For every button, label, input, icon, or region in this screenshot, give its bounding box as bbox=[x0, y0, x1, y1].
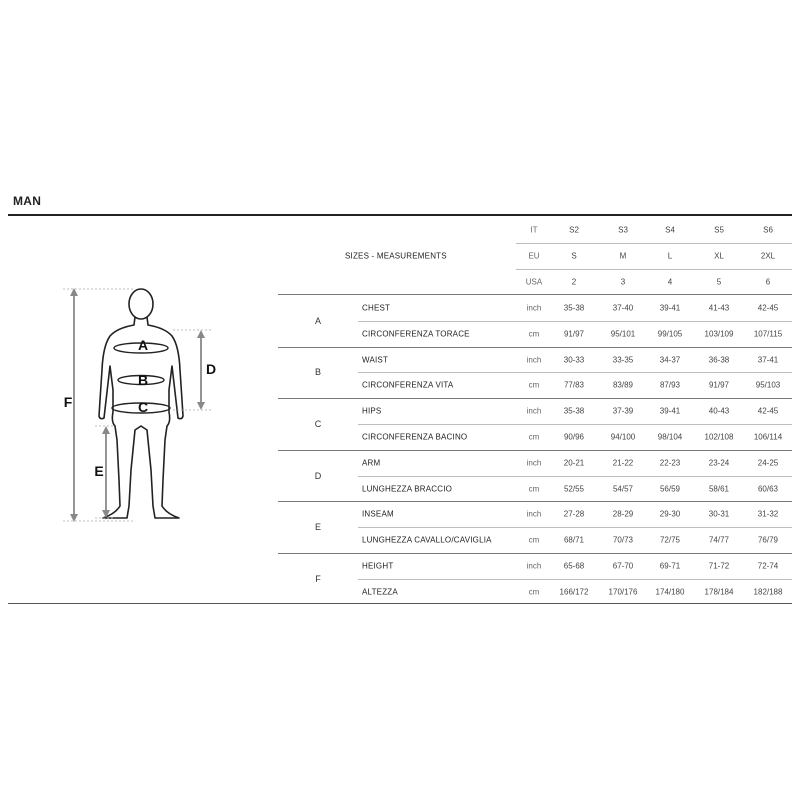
measurement-label: HEIGHT bbox=[362, 561, 394, 571]
unit-label: inch bbox=[526, 458, 542, 468]
page-title: MAN bbox=[13, 194, 42, 208]
size-header-cell: 3 bbox=[620, 277, 626, 287]
measurement-value: 95/101 bbox=[610, 329, 636, 339]
measurement-value: 40-43 bbox=[708, 406, 730, 416]
measurement-value: 65-68 bbox=[563, 561, 585, 571]
unit-label: inch bbox=[526, 303, 542, 313]
measurement-value: 166/172 bbox=[559, 587, 589, 597]
group-divider bbox=[278, 501, 792, 502]
size-header-cell: S2 bbox=[569, 225, 579, 235]
size-system-label: IT bbox=[530, 225, 538, 235]
measurement-value: 102/108 bbox=[704, 432, 734, 442]
measurement-value: 41-43 bbox=[708, 303, 730, 313]
label-d: D bbox=[205, 361, 217, 377]
group-divider bbox=[278, 553, 792, 554]
measurement-label: CIRCONFERENZA TORACE bbox=[362, 329, 470, 339]
label-f: F bbox=[63, 394, 73, 410]
measurement-value: 20-21 bbox=[563, 458, 585, 468]
measurement-value: 69-71 bbox=[659, 561, 681, 571]
measurement-value: 42-45 bbox=[757, 303, 779, 313]
measurement-label: HIPS bbox=[362, 406, 382, 416]
header-divider bbox=[516, 243, 792, 244]
measurement-value: 29-30 bbox=[659, 509, 681, 519]
sizes-header-label: SIZES - MEASUREMENTS bbox=[345, 251, 447, 261]
measurement-label: LUNGHEZZA CAVALLO/CAVIGLIA bbox=[362, 535, 492, 545]
measurement-value: 178/184 bbox=[704, 587, 734, 597]
measurement-value: 36-38 bbox=[708, 355, 730, 364]
measurement-value: 103/109 bbox=[704, 329, 734, 339]
size-chart-table bbox=[278, 218, 792, 604]
measurement-value: 35-38 bbox=[563, 406, 585, 416]
measurement-value: 87/93 bbox=[659, 380, 681, 390]
measurement-value: 27-28 bbox=[563, 509, 585, 519]
measurement-value: 39-41 bbox=[659, 406, 681, 416]
measurement-value: 34-37 bbox=[659, 355, 681, 364]
measurement-value: 24-25 bbox=[757, 458, 779, 468]
group-divider bbox=[278, 398, 792, 399]
measurement-label: CIRCONFERENZA BACINO bbox=[362, 432, 468, 442]
measurement-value: 42-45 bbox=[757, 406, 779, 416]
measurement-letter: C bbox=[314, 419, 322, 429]
body-measurement-figure bbox=[55, 280, 235, 530]
measurement-value: 30-31 bbox=[708, 509, 730, 519]
unit-label: inch bbox=[526, 355, 542, 364]
group-divider bbox=[278, 294, 792, 295]
unit-label: inch bbox=[526, 406, 542, 416]
label-b: B bbox=[137, 372, 149, 388]
measurement-label: WAIST bbox=[362, 355, 389, 364]
measurement-label: ARM bbox=[362, 458, 381, 468]
unit-label: cm bbox=[528, 432, 540, 442]
measurement-value: 37-41 bbox=[757, 355, 779, 364]
title-divider bbox=[8, 214, 792, 216]
measurement-value: 23-24 bbox=[708, 458, 730, 468]
label-a: A bbox=[137, 337, 149, 353]
measurement-value: 107/115 bbox=[753, 329, 783, 339]
measurement-value: 58/61 bbox=[708, 484, 730, 493]
measurement-value: 182/188 bbox=[753, 587, 783, 597]
measurement-letter: F bbox=[315, 573, 321, 584]
size-header-cell: L bbox=[667, 251, 673, 261]
measurement-value: 30-33 bbox=[563, 355, 585, 364]
measurement-value: 33-35 bbox=[612, 355, 634, 364]
measurement-letter: A bbox=[314, 315, 322, 326]
label-c: C bbox=[137, 399, 149, 415]
size-header-cell: S3 bbox=[618, 225, 628, 235]
measurement-value: 98/104 bbox=[657, 432, 683, 442]
size-header-cell: XL bbox=[714, 251, 724, 261]
measurement-value: 37-39 bbox=[612, 406, 634, 416]
measurement-label: ALTEZZA bbox=[362, 587, 398, 597]
unit-label: cm bbox=[528, 380, 540, 390]
size-system-label: EU bbox=[528, 251, 540, 261]
measurement-label: INSEAM bbox=[362, 509, 394, 519]
measurement-value: 170/176 bbox=[608, 587, 638, 597]
size-header-cell: 4 bbox=[667, 277, 673, 287]
measurement-value: 106/114 bbox=[753, 432, 783, 442]
measurement-value: 28-29 bbox=[612, 509, 634, 519]
size-header-cell: S bbox=[571, 251, 577, 261]
unit-label: inch bbox=[526, 561, 542, 571]
size-header-cell: 5 bbox=[716, 277, 722, 287]
size-header-cell: S4 bbox=[665, 225, 675, 235]
measurement-value: 91/97 bbox=[708, 380, 730, 390]
measurement-value: 54/57 bbox=[612, 484, 634, 493]
measurement-value: 99/105 bbox=[657, 329, 683, 339]
measurement-value: 60/63 bbox=[757, 484, 779, 493]
measurement-value: 71-72 bbox=[708, 561, 730, 571]
measurement-value: 70/73 bbox=[612, 535, 634, 545]
measurement-value: 68/71 bbox=[563, 535, 585, 545]
measurement-value: 72/75 bbox=[659, 535, 681, 545]
measurement-letter: D bbox=[314, 470, 322, 481]
measurement-value: 91/97 bbox=[563, 329, 585, 339]
group-divider bbox=[278, 450, 792, 451]
row-divider bbox=[358, 476, 792, 477]
row-divider bbox=[358, 424, 792, 425]
measurement-value: 56/59 bbox=[659, 484, 681, 493]
size-header-cell: M bbox=[619, 251, 627, 261]
size-header-cell: 2XL bbox=[760, 251, 776, 261]
measurement-value: 31-32 bbox=[757, 509, 779, 519]
size-header-cell: S6 bbox=[763, 225, 773, 235]
bottom-divider bbox=[8, 603, 792, 604]
measurement-value: 35-38 bbox=[563, 303, 585, 313]
measurement-value: 52/55 bbox=[563, 484, 585, 493]
size-system-label: USA bbox=[525, 277, 543, 287]
measurement-value: 76/79 bbox=[757, 535, 779, 545]
measurement-value: 67-70 bbox=[612, 561, 634, 571]
size-header-cell: 2 bbox=[571, 277, 577, 287]
measurement-value: 21-22 bbox=[612, 458, 634, 468]
unit-label: cm bbox=[528, 535, 540, 545]
unit-label: cm bbox=[528, 587, 540, 597]
figure-head bbox=[129, 289, 153, 319]
row-divider bbox=[358, 321, 792, 322]
size-header-cell: S5 bbox=[714, 225, 724, 235]
row-divider bbox=[358, 579, 792, 580]
measurement-value: 174/180 bbox=[655, 587, 685, 597]
row-divider bbox=[358, 372, 792, 373]
header-divider bbox=[516, 269, 792, 270]
measurement-value: 83/89 bbox=[612, 380, 634, 390]
measurement-value: 22-23 bbox=[659, 458, 681, 468]
label-e: E bbox=[94, 463, 104, 479]
measurement-value: 77/83 bbox=[563, 380, 585, 390]
unit-label: cm bbox=[528, 329, 540, 339]
measurement-value: 94/100 bbox=[610, 432, 636, 442]
measurement-letter: E bbox=[314, 522, 322, 533]
group-divider bbox=[278, 347, 792, 348]
row-divider bbox=[358, 527, 792, 528]
measurement-label: CIRCONFERENZA VITA bbox=[362, 380, 454, 390]
unit-label: inch bbox=[526, 509, 542, 519]
measurement-value: 90/96 bbox=[563, 432, 585, 442]
measurement-label: LUNGHEZZA BRACCIO bbox=[362, 484, 453, 493]
measurement-value: 37-40 bbox=[612, 303, 634, 313]
measurement-value: 39-41 bbox=[659, 303, 681, 313]
size-header-cell: 6 bbox=[765, 277, 771, 287]
measurement-value: 95/103 bbox=[755, 380, 781, 390]
measurement-value: 74/77 bbox=[708, 535, 730, 545]
measurement-letter: B bbox=[314, 367, 322, 378]
measurement-label: CHEST bbox=[362, 303, 391, 313]
unit-label: cm bbox=[528, 484, 540, 493]
measurement-value: 72-74 bbox=[757, 561, 779, 571]
